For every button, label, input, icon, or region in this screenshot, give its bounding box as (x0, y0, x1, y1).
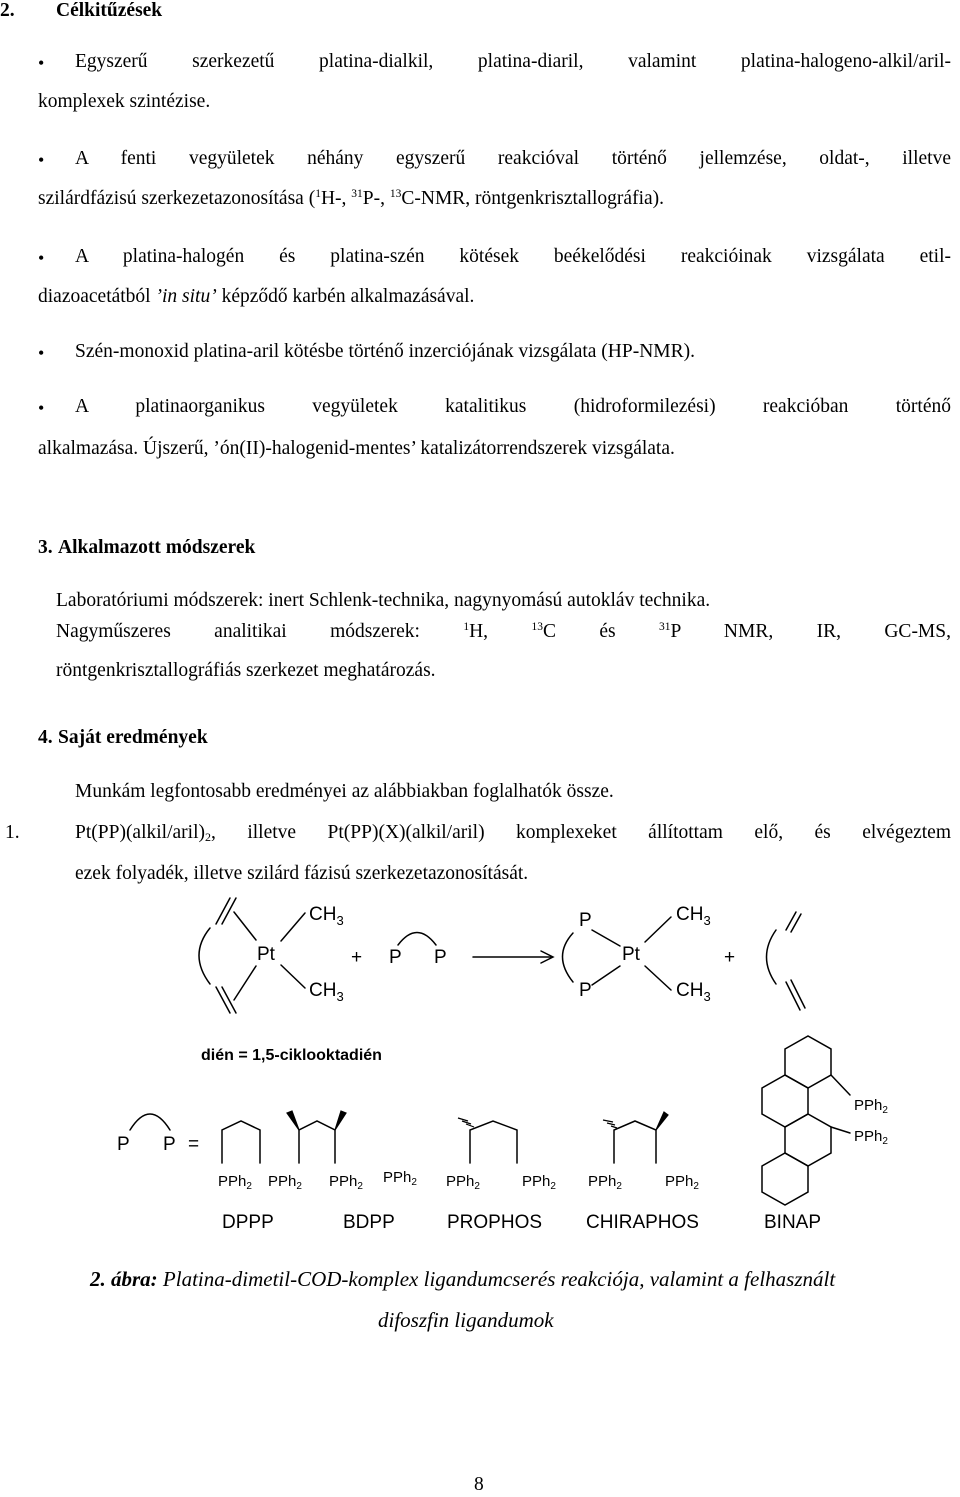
binap-pph2-bond-bottom (831, 1127, 850, 1133)
pt-bond-top-left (234, 912, 256, 940)
chiraphos-backbone (614, 1121, 656, 1163)
free-cod-db-top-a (786, 912, 796, 930)
p-label-def-1: P (117, 1134, 130, 1155)
plus-sign-1: + (351, 947, 363, 968)
p-label-reactant-2: P (434, 947, 447, 968)
plus-sign-2: + (724, 947, 736, 968)
goal-3-line-2: diazoacetátból ’in situ’ képződő karbén alkalmazásával. (38, 286, 475, 307)
p-label-reactant-1: P (389, 947, 402, 968)
pp-arc-reactant (398, 933, 436, 946)
cod-double-bond-top-b (222, 898, 236, 924)
binap-ring-3 (785, 1114, 831, 1166)
goal-5-line-2: alkalmazása. Újszerű, ’ón(II)-halogenid-mentes’ katalizátorrendszerek vizsgálata. (38, 438, 675, 459)
ch3-bottom-product: $CH_3$ (676, 980, 711, 1004)
p-label-def-2: P (163, 1134, 176, 1155)
pt-bond-top-right (281, 913, 305, 941)
result-1-number: 1. (5, 822, 20, 843)
pt-bond-p-top (592, 930, 620, 946)
binap-ring-1 (785, 1036, 831, 1088)
binap-ring-2 (762, 1075, 808, 1127)
figure-caption-line-2: difoszfin ligandumok (378, 1308, 554, 1332)
goal-4-line-1: Szén-monoxid platina-aril kötésbe történő inzerciójának vizsgálata (HP-NMR). (75, 341, 696, 362)
pt-bond-ch3-top (645, 917, 671, 942)
goal-5-line-1: A platinaorganikus vegyületek katalitikus (hidroformilezési) reakcióban történő (75, 396, 951, 417)
equals-sign: = (188, 1134, 200, 1155)
section-4-title: Saját eredmények (58, 727, 208, 748)
prophos-hash-1 (466, 1124, 474, 1127)
results-intro: Munkám legfontosabb eredményei az alábbiakban foglalhatók össze. (75, 781, 614, 802)
goal-2-line-1: A fenti vegyületek néhány egyszerű reakcióval történő jellemzése, oldat-, illetve (75, 148, 951, 169)
ligand-name-prophos: PROPHOS (447, 1212, 543, 1233)
bdpp-wedge-right (335, 1111, 346, 1130)
section-3-title: Alkalmazott módszerek (58, 537, 256, 558)
methods-line-1: Laboratóriumi módszerek: inert Schlenk-technika, nagynyomású autokláv technika. (56, 590, 711, 611)
pp-chelate-arc-product (563, 933, 574, 982)
bullet-2: • (38, 150, 45, 170)
ligand-name-chiraphos: CHIRAPHOS (586, 1212, 699, 1233)
prophos-pph2-right: PPh$_2$ (522, 1173, 556, 1192)
chiraphos-hash-1 (611, 1126, 617, 1128)
free-cod-db-bottom-a (786, 982, 800, 1010)
cod-ring-arc-left (199, 928, 210, 984)
page-number: 8 (474, 1474, 484, 1495)
pt-bond-p-bottom (592, 966, 620, 985)
pt-label-reactant: Pt (257, 944, 275, 965)
section-3-number: 3. (38, 537, 53, 558)
goal-1-line-1: Egyszerű szerkezetű platina-dialkil, platina-diaril, valamint platina-halogeno-alkil/aril- (75, 51, 951, 72)
bdpp-wedge-left (287, 1111, 299, 1130)
bullet-3: • (38, 248, 45, 268)
methods-line-2: Nagyműszeres analitikai módszerek: $^1$H, $^{13}$C és $^{31}$P NMR, IR, GC-MS, (56, 621, 951, 642)
pp-arc-definition (130, 1114, 170, 1130)
cod-double-bond-bottom-a (216, 987, 230, 1013)
ch3-top-product: $CH_3$ (676, 904, 711, 928)
ch3-bottom-reactant: $CH_3$ (309, 980, 344, 1004)
chiraphos-pph2-left: PPh$_2$ (588, 1173, 622, 1192)
free-cod-db-bottom-b (791, 980, 805, 1008)
goal-3-line-1: A platina-halogén és platina-szén kötések beékelődési reakcióinak vizsgálata etil- (75, 246, 951, 267)
bdpp-pph2-left: PPh$_2$ (329, 1173, 363, 1192)
bdpp-backbone (299, 1121, 335, 1163)
section-2-title: Célkitűzések (56, 0, 163, 21)
result-1-line-2: ezek folyadék, illetve szilárd fázisú szerkezetazonosítását. (75, 863, 529, 884)
bullet-5: • (38, 398, 45, 418)
section-4-number: 4. (38, 727, 53, 748)
binap-ring-4 (762, 1153, 808, 1205)
section-2-number: 2. (0, 0, 15, 21)
result-1-line-1: $Pt(PP)(alkil/aril)_2$, illetve Pt(PP)(X)(alkil/aril) komplexeket állítottam elő, és elvégeztem (75, 822, 951, 844)
ligand-name-binap: BINAP (764, 1212, 822, 1233)
chiraphos-wedge (656, 1112, 668, 1130)
chiraphos-hash-2 (607, 1123, 615, 1125)
binap-pph2-bond-top (831, 1075, 850, 1095)
dppp-pph2-left: PPh$_2$ (218, 1173, 252, 1192)
binap-pph2-bottom: PPh$_2$ (854, 1128, 888, 1147)
prophos-pph2-left: PPh$_2$ (446, 1173, 480, 1192)
binap-pph2-top: PPh$_2$ (854, 1097, 888, 1116)
pt-bond-bottom-left (234, 966, 256, 1000)
chiraphos-hash-3 (603, 1120, 613, 1122)
dppp-backbone (222, 1121, 260, 1163)
ligand-name-bdpp: BDPP (343, 1212, 395, 1233)
bdpp-pph2-right: PPh$_2$ (383, 1169, 417, 1188)
ch3-top-reactant: $CH_3$ (309, 904, 344, 928)
pt-label-product: Pt (622, 944, 640, 965)
p-label-product-top: P (579, 910, 592, 931)
bullet-1: • (38, 53, 45, 73)
p-label-product-bottom: P (579, 980, 592, 1001)
ligand-name-dppp: DPPP (222, 1212, 274, 1233)
pt-bond-bottom-right (281, 965, 305, 988)
prophos-backbone (470, 1121, 517, 1163)
prophos-hash-3 (458, 1118, 468, 1121)
methods-line-3: röntgenkrisztallográfiás szerkezet meghatározás. (56, 660, 436, 681)
pt-bond-ch3-bottom (645, 966, 671, 990)
free-cod-db-top-b (791, 914, 801, 932)
figure-caption-line-1: 2. ábra: Platina-dimetil-COD-komplex ligandumcserés reakciója, valamint a felhasznált (90, 1267, 836, 1291)
free-cod-arc (767, 930, 777, 984)
goal-2-line-2: szilárdfázisú szerkezetazonosítása ($^1$H-, $^{31}$P-, $^{13}$C-NMR, röntgenkrisztallográfia). (38, 188, 665, 209)
diene-definition: dién = 1,5-ciklooktadién (201, 1047, 382, 1064)
dppp-pph2-right: PPh$_2$ (268, 1173, 302, 1192)
bullet-4: • (38, 343, 45, 363)
goal-1-line-2: komplexek szintézise. (38, 91, 211, 112)
chiraphos-pph2-right: PPh$_2$ (665, 1173, 699, 1192)
cod-double-bond-top-a (216, 898, 230, 924)
